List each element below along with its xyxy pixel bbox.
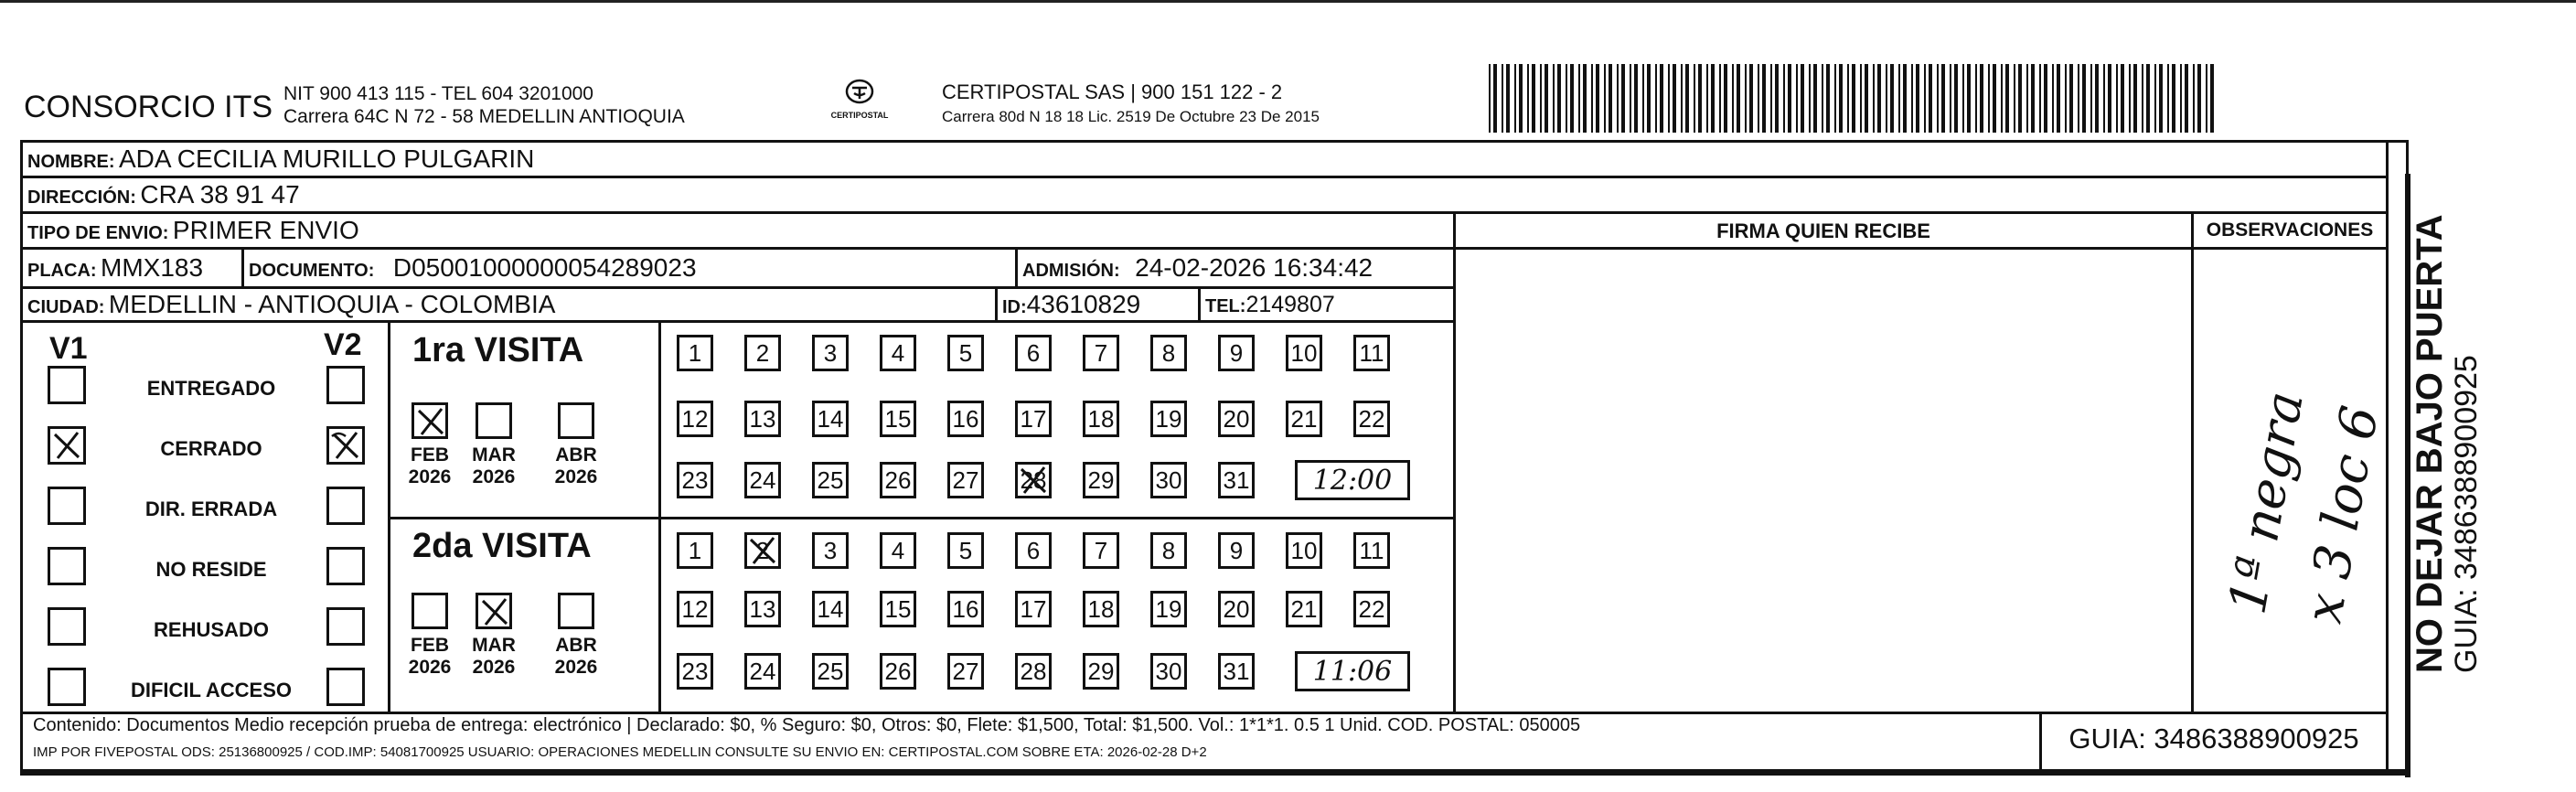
visit2-day-4[interactable]: 4 [880,532,916,569]
barcode-bar [2057,64,2060,133]
tel-divider [1198,288,1201,321]
barcode-bar [2031,64,2035,133]
barcode-bar [1583,64,1587,133]
barcode-bar [2206,64,2207,133]
barcode-bar [1839,64,1843,133]
visit2-month-label [548,635,604,679]
status-label: DIR. ERRADA [144,498,278,520]
x-mark-icon [478,595,511,628]
x-mark-icon [329,429,362,462]
visit2-day-25[interactable]: 25 [812,653,849,690]
barcode-bar [1596,64,1599,133]
barcode-bar [1749,64,1753,133]
barcode-bar [1993,64,1996,133]
month-year: 2026 [554,657,598,678]
visit2-month-checkbox-abr[interactable] [558,593,594,629]
admision-field [1022,253,1373,283]
visit1-day-24[interactable]: 24 [744,462,781,498]
barcode-bar [1514,64,1516,133]
barcode-bar [1506,64,1510,133]
footer-imp: IMP POR FIVEPOSTAL ODS: 25136800925 / COD.IMP: 54081700925 USUARIO: OPERACIONES MEDELLIN CONSULTE SU ENVIO EN: CERTIPOSTAL.COM SOBRE ETA: 2026-02-28 D+2 [33,744,1207,760]
direccion-field [27,180,300,209]
nombre-value: ADA CECILIA MURILLO PULGARIN [119,144,535,173]
barcode-bar [1489,64,1491,133]
visit1-day-12[interactable]: 12 [677,401,713,437]
barcode-bar [1578,64,1580,133]
barcode-bar [1770,64,1772,133]
barcode-bar [1941,64,1945,133]
firma-column [1453,211,2194,714]
barcode-bar [2167,64,2169,133]
barcode-bar [1668,64,1670,133]
barcode-bar [1604,64,1606,133]
status-label: CERRADO [160,437,262,460]
barcode-bar [2172,64,2175,133]
barcode-bar [1758,64,1759,133]
barcode-bar [1962,64,1964,133]
barcode-bar [1813,64,1817,133]
barcode-bar [1903,64,1907,133]
barcode-bar [1711,64,1715,133]
barcode-bar [1975,64,1977,133]
visit1-day-mark [1017,464,1050,497]
visit2-day-11[interactable]: 11 [1353,532,1390,569]
tipo-value: PRIMER ENVIO [172,216,359,244]
barcode-bar [2078,64,2079,133]
visit1-month-label [465,444,522,488]
nombre-label: NOMBRE: [27,152,115,172]
visit1-day-11[interactable]: 11 [1353,335,1390,371]
barcode-bar [1621,64,1625,133]
barcode-bar [1694,64,1695,133]
barcode-bar [2103,64,2105,133]
barcode-bar [1762,64,1766,133]
logo-text: CERTIPOSTAL [830,111,889,120]
visit1-day-22[interactable]: 22 [1353,401,1390,437]
admision-divider [1015,249,1018,287]
barcode-bar [1980,64,1983,133]
v1-checkbox-entregado[interactable] [48,366,86,404]
visit1-divider [658,322,661,518]
company-address: Carrera 64C N 72 - 58 MEDELLIN ANTIOQUIA [283,106,685,127]
visit1-day-9[interactable]: 9 [1218,335,1255,371]
visit2-month-checkbox-mar[interactable] [476,593,512,629]
barcode-bar [1673,64,1676,133]
visit2-day-26[interactable]: 26 [880,653,916,690]
visit2-day-6[interactable]: 6 [1015,532,1052,569]
visit1-day-14[interactable]: 14 [812,401,849,437]
barcode-bar [1929,64,1932,133]
visit1-day-19[interactable]: 19 [1150,401,1187,437]
visit2-day-21[interactable]: 21 [1286,591,1322,627]
barcode-bar [1502,64,1503,133]
barcode-bar [1617,64,1619,133]
v2-header: V2 [324,327,362,362]
barcode-bar [1865,64,1868,133]
tel-label: TEL: [1205,296,1246,316]
barcode-bar [1801,64,1804,133]
barcode-bar [1890,64,1894,133]
tipo-field [27,216,359,245]
x-mark-icon [50,429,83,462]
visit2-day-mark [746,534,779,567]
month-year: 2026 [472,466,516,487]
visit2-time-box[interactable]: 11:06 [1295,651,1410,691]
barcode-bar [2052,64,2054,133]
visit2-month-checkbox-feb[interactable] [412,593,448,629]
barcode-bar [1566,64,1567,133]
barcode-bar [1532,64,1535,133]
v1-checkbox-no-reside[interactable] [48,547,86,585]
visit1-day-18[interactable]: 18 [1083,401,1119,437]
visit2-day-7[interactable]: 7 [1083,532,1119,569]
barcode-bar [2180,64,2182,133]
placa-divider [241,249,244,287]
barcode-bar [1775,64,1779,133]
barcode-bar [2014,64,2015,133]
barcode-bar [1788,64,1791,133]
v2-checkbox-entregado[interactable] [326,366,365,404]
v1-checkbox-dir-errada[interactable] [48,487,86,525]
ciudad-label: CIUDAD: [27,297,105,317]
v2-checkbox-cerrado[interactable] [326,426,365,465]
visit1-day-17[interactable]: 17 [1015,401,1052,437]
barcode-bar [1937,64,1939,133]
direccion-row [20,176,2389,214]
visit1-day-10[interactable]: 10 [1286,335,1322,371]
barcode-bar [1655,64,1657,133]
visit1-day-28[interactable]: 28 [1015,462,1052,498]
barcode-bar [1847,64,1849,133]
barcode-bar [2197,64,2201,133]
barcode-bar [2026,64,2028,133]
id-field [1002,290,1140,319]
documento-value: D05001000000054289023 [392,253,697,282]
month-year: 2026 [554,466,598,487]
v1-checkbox-rehusado[interactable] [48,607,86,646]
visit2-divider [658,519,661,712]
v1-header: V1 [49,331,88,366]
visit1-day-29[interactable]: 29 [1083,462,1119,498]
barcode-bar [1916,64,1919,133]
barcode-bar [1553,64,1555,133]
barcode-bar [1545,64,1548,133]
admision-value: 24-02-2026 16:34:42 [1135,253,1374,282]
month-year: 2026 [408,657,452,678]
visit2-day-19[interactable]: 19 [1150,591,1187,627]
barcode-bar [1873,64,1875,133]
visit2-day-8[interactable]: 8 [1150,532,1187,569]
barcode-bar [1570,64,1574,133]
barcode-bar [2095,64,2099,133]
barcode-bar [1860,64,1862,133]
footer-contenido: Contenido: Documentos Medio recepción prueba de entrega: electrónico | Declarado: $0, % Seguro: $0, Otros: $0, Flete: $1,500, Total: $1,500. Vol.: 1*1*1. 0.5 1 Unid. COD. POSTAL: 050005 [33,715,1581,735]
visit1-day-5[interactable]: 5 [947,335,984,371]
barcode-bar [2185,64,2188,133]
status-label: DIFICIL ACCESO [130,679,292,701]
visit2-day-3[interactable]: 3 [812,532,849,569]
visit1-day-26[interactable]: 26 [880,462,916,498]
visit2-day-15[interactable]: 15 [880,591,916,627]
x-mark-icon [746,534,779,567]
placa-field [27,253,203,283]
visit2-day-9[interactable]: 9 [1218,532,1255,569]
month-year: 2026 [472,657,516,678]
side-guia: GUIA: 3486388900925 [2449,355,2484,673]
barcode-bar [1591,64,1593,133]
visit2-day-23[interactable]: 23 [677,653,713,690]
barcode-bar [1796,64,1798,133]
footer-guia: GUIA: 3486388900925 [2068,722,2359,755]
v1-checkbox-dificil-acceso[interactable] [48,668,86,706]
barcode-bar [2090,64,2092,133]
barcode-bar [2065,64,2067,133]
barcode-bar [2146,64,2150,133]
visit1-month-label [548,444,604,488]
barcode-bar [1719,64,1721,133]
visit1-title: 1ra VISITA [412,331,584,369]
visit1-day-3[interactable]: 3 [812,335,849,371]
handwritten-note-1: 1ª negra [2218,387,2316,619]
visit2-day-28[interactable]: 28 [1015,653,1052,690]
month-name: MAR [472,635,516,656]
barcode-bar [2154,64,2156,133]
observaciones-handwriting [2204,329,2391,677]
barcode-bar [2001,64,2003,133]
month-name: ABR [555,635,597,656]
barcode-bar [1642,64,1644,133]
barcode-bar [1954,64,1958,133]
visit2-day-20[interactable]: 20 [1218,591,1255,627]
visit2-day-12[interactable]: 12 [677,591,713,627]
visit1-month-label [401,444,458,488]
barcode-bar [1809,64,1811,133]
placa-label: PLACA: [27,261,97,281]
admision-label: ADMISIÓN: [1022,261,1120,281]
status-label: ENTREGADO [146,377,276,400]
barcode-bar [1924,64,1926,133]
barcode [1489,64,2216,137]
barcode-bar [1834,64,1836,133]
visit2-title: 2da VISITA [412,527,592,565]
visit1-day-4[interactable]: 4 [880,335,916,371]
x-mark-icon [414,405,447,438]
barcode-bar [1852,64,1855,133]
barcode-bar [1737,64,1740,133]
barcode-bar [1519,64,1523,133]
visit2-day-30[interactable]: 30 [1150,653,1187,690]
visit1-day-23[interactable]: 23 [677,462,713,498]
carrier-info [942,80,1320,126]
barcode-bar [1826,64,1830,133]
visit1-day-1[interactable]: 1 [677,335,713,371]
barcode-bar [2129,64,2131,133]
no-dejar-bajo-puerta: NO DEJAR BAJO PUERTA [2410,214,2450,673]
barcode-bar [2069,64,2073,133]
ciudad-value: MEDELLIN - ANTIOQUIA - COLOMBIA [108,290,556,318]
barcode-bar [1681,64,1683,133]
status-label: REHUSADO [154,618,269,641]
id-label: ID: [1002,297,1027,317]
visit2-day-18[interactable]: 18 [1083,591,1119,627]
visit1-day-25[interactable]: 25 [812,462,849,498]
month-name: MAR [472,444,516,466]
barcode-bar [2133,64,2137,133]
barcode-bar [1634,64,1638,133]
visit1-day-27[interactable]: 27 [947,462,984,498]
visit1-day-31[interactable]: 31 [1218,462,1255,498]
barcode-bar [2044,64,2047,133]
company-name: CONSORCIO ITS [24,90,273,124]
company-nit: NIT 900 413 115 - TEL 604 3201000 [283,83,593,104]
carrier-name: CERTIPOSTAL SAS | 900 151 122 - 2 [942,80,1283,103]
carrier-address: Carrera 80d N 18 18 Lic. 2519 De Octubre 23 De 2015 [942,108,1320,125]
barcode-bar [1706,64,1708,133]
side-text [2409,161,2484,673]
month-name: ABR [555,444,597,466]
barcode-bar [1493,64,1497,133]
month-name: FEB [411,635,449,656]
visit2-day-2[interactable]: 2 [744,532,781,569]
visit1-day-21[interactable]: 21 [1286,401,1322,437]
barcode-bar [1745,64,1747,133]
visit1-month-checkbox-mar[interactable] [476,402,512,439]
direccion-label: DIRECCIÓN: [27,187,136,208]
barcode-bar [1527,64,1529,133]
visit1-day-6[interactable]: 6 [1015,335,1052,371]
visit2-day-24[interactable]: 24 [744,653,781,690]
v2-checkbox-dificil-acceso[interactable] [326,668,365,706]
visit1-day-13[interactable]: 13 [744,401,781,437]
visit2-day-17[interactable]: 17 [1015,591,1052,627]
barcode-bar [1609,64,1612,133]
visit2-day-27[interactable]: 27 [947,653,984,690]
visit1-day-8[interactable]: 8 [1150,335,1187,371]
ciudad-field [27,290,555,319]
barcode-bar [1898,64,1900,133]
barcode-bar [1988,64,1990,133]
barcode-bar [2116,64,2118,133]
visit1-month-checkbox-feb[interactable] [412,402,448,439]
visit2-month-label [465,635,522,679]
v1-checkbox-cerrado[interactable] [48,426,86,465]
visit2-day-29[interactable]: 29 [1083,653,1119,690]
visit1-day-15[interactable]: 15 [880,401,916,437]
company-info [283,82,685,128]
barcode-bar [1698,64,1702,133]
handwritten-note-2: x 3 loc 6 [2293,401,2391,628]
visit2-day-31[interactable]: 31 [1218,653,1255,690]
visit1-day-30[interactable]: 30 [1150,462,1187,498]
tel-field [1205,292,1335,318]
barcode-bar [1877,64,1881,133]
barcode-bar [1732,64,1734,133]
visit2-day-22[interactable]: 22 [1353,591,1390,627]
barcode-bar [2082,64,2086,133]
barcode-bar [1950,64,1951,133]
barcode-bar [1783,64,1785,133]
tel-value: 2149807 [1245,292,1335,317]
barcode-bar [1557,64,1561,133]
barcode-bar [1660,64,1663,133]
barcode-bar [1685,64,1689,133]
status-label: NO RESIDE [155,558,267,581]
barcode-bar [2039,64,2041,133]
barcode-bar [1647,64,1651,133]
visit2-day-13[interactable]: 13 [744,591,781,627]
observaciones-header: OBSERVACIONES [2206,219,2374,241]
tipo-label: TIPO DE ENVIO: [27,223,169,243]
documento-label: DOCUMENTO: [249,261,375,281]
top-edge-line [0,0,2576,6]
visit1-time-box[interactable]: 12:00 [1295,460,1410,500]
visit1-day-20[interactable]: 20 [1218,401,1255,437]
barcode-bar [2159,64,2163,133]
visit2-day-1[interactable]: 1 [677,532,713,569]
id-divider [995,288,998,321]
logo-icon [843,79,876,106]
month-name: FEB [411,444,449,466]
v2-checkbox-dir-errada[interactable] [326,487,365,525]
x-mark-icon [1017,464,1050,497]
visit1-day-7[interactable]: 7 [1083,335,1119,371]
id-value: 43610829 [1026,290,1141,318]
placa-value: MMX183 [101,253,204,282]
v2-checkbox-rehusado[interactable] [326,607,365,646]
visit1-day-2[interactable]: 2 [744,335,781,371]
barcode-bar [1822,64,1823,133]
barcode-bar [1540,64,1542,133]
barcode-bar [2142,64,2143,133]
visit1-day-16[interactable]: 16 [947,401,984,437]
nombre-field [27,144,534,174]
barcode-bar [1630,64,1631,133]
barcode-bar [2193,64,2195,133]
visit2-day-16[interactable]: 16 [947,591,984,627]
firma-header: FIRMA QUIEN RECIBE [1716,219,1930,242]
barcode-bar [1886,64,1887,133]
barcode-bar [1967,64,1971,133]
visit2-day-14[interactable]: 14 [812,591,849,627]
documento-field [249,253,697,283]
barcode-bar [2210,64,2214,133]
barcode-bar [2108,64,2111,133]
barcode-bar [1911,64,1913,133]
visit2-day-5[interactable]: 5 [947,532,984,569]
barcode-bar [2018,64,2022,133]
visit1-month-checkbox-abr[interactable] [558,402,594,439]
v2-checkbox-no-reside[interactable] [326,547,365,585]
certipostal-logo [823,79,896,129]
visit2-day-10[interactable]: 10 [1286,532,1322,569]
barcode-bar [2121,64,2124,133]
direccion-value: CRA 38 91 47 [140,180,300,209]
barcode-bar [1724,64,1727,133]
month-year: 2026 [408,466,452,487]
barcode-bar [2005,64,2009,133]
visit2-month-label [401,635,458,679]
